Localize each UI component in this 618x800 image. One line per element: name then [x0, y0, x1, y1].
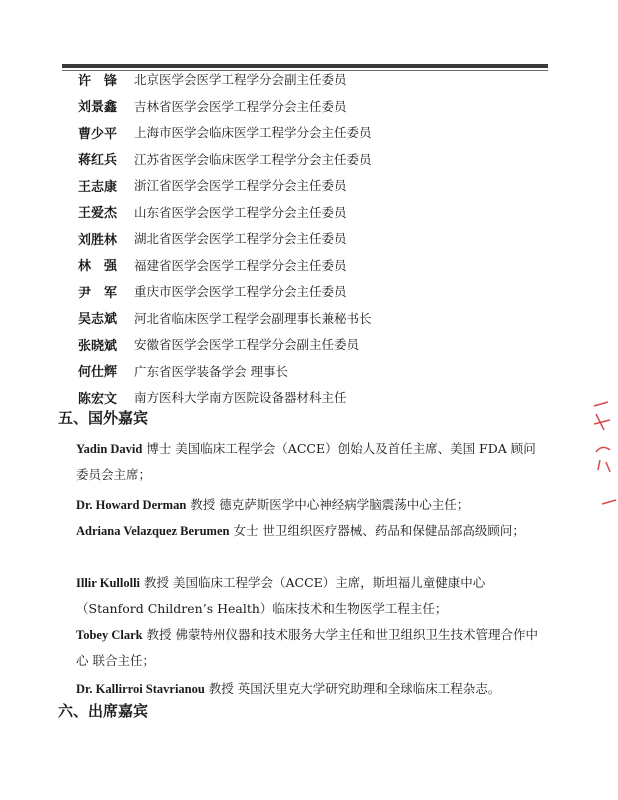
member-title: 浙江省医学会医学工程学分会主任委员	[134, 178, 347, 194]
section-heading-attending-guests: 六、出席嘉宾	[58, 702, 149, 720]
member-name: 何仕辉	[78, 365, 118, 381]
member-title: 南方医科大学南方医院设备器材科主任	[134, 390, 347, 406]
member-name: 林 强	[78, 259, 118, 275]
member-row	[78, 252, 548, 279]
member-list	[78, 66, 548, 411]
guest-description: 教授 美国临床工程学会（ACCE）主席，斯坦福儿童健康中心（Stanford Children’s Health）临床技术和生物医学工程主任；	[76, 575, 486, 616]
guest-name: Dr. Howard Derman	[76, 498, 187, 512]
member-title: 广东省医学装备学会 理事长	[134, 363, 288, 379]
guest-name: Adriana Velazquez Berumen	[76, 524, 230, 538]
member-name: 王爱杰	[78, 206, 118, 222]
member-row	[78, 305, 548, 332]
guest-name: Illir Kullolli	[76, 576, 141, 590]
guest-description: 教授 英国沃里克大学研究助理和全球临床工程杂志。	[204, 681, 501, 696]
member-row	[78, 119, 548, 146]
guest-entry	[76, 622, 546, 674]
member-name: 陈宏文	[78, 391, 118, 407]
guest-entry	[76, 518, 546, 544]
member-title: 北京医学会医学工程学分会副主任委员	[134, 72, 347, 88]
member-title: 福建省医学会医学工程学分会主任委员	[134, 257, 347, 273]
member-title: 吉林省医学会医学工程学分会主任委员	[134, 98, 347, 114]
member-title: 重庆市医学会医学工程学分会主任委员	[134, 284, 347, 300]
member-name: 吴志斌	[78, 312, 118, 328]
guest-description: 教授 佛蒙特州仪器和技术服务大学主任和世卫组织卫生技术管理合作中心 联合主任；	[76, 627, 539, 668]
guest-description: 女士 世卫组织医疗器械、药品和保健品部高级顾问；	[229, 523, 525, 538]
member-name: 王志康	[78, 179, 118, 195]
member-title: 安徽省医学会医学工程学分会副主任委员	[134, 337, 360, 353]
member-row	[78, 278, 548, 305]
member-title: 河北省临床医学工程学会副理事长兼秘书长	[134, 310, 372, 326]
member-title: 江苏省医学会临床医学工程学分会主任委员	[134, 151, 372, 167]
guest-entry	[76, 676, 546, 702]
member-title: 上海市医学会临床医学工程学分会主任委员	[134, 125, 372, 141]
member-name: 许 锋	[78, 73, 118, 89]
guest-description: 教授 德克萨斯医学中心神经病学脑震荡中心主任；	[186, 497, 470, 512]
member-name: 刘景鑫	[78, 100, 118, 116]
member-name: 蒋红兵	[78, 153, 118, 169]
red-stamp-fragment	[590, 400, 618, 520]
guest-entry	[76, 436, 546, 488]
guest-name: Yadin David	[76, 442, 143, 456]
member-row	[78, 172, 548, 199]
member-name: 曹少平	[78, 126, 118, 142]
guest-description: 博士 美国临床工程学会（ACCE）创始人及首任主席、美国 FDA 顾问委员会主席；	[76, 441, 536, 482]
member-name: 张晓斌	[78, 338, 118, 354]
guest-name: Tobey Clark	[76, 628, 143, 642]
member-row	[78, 384, 548, 411]
member-row	[78, 66, 548, 93]
member-title: 山东省医学会医学工程学分会主任委员	[134, 204, 347, 220]
member-title: 湖北省医学会医学工程学分会主任委员	[134, 231, 347, 247]
member-row	[78, 93, 548, 120]
member-row	[78, 358, 548, 385]
member-row	[78, 146, 548, 173]
member-row	[78, 199, 548, 226]
section-heading-foreign-guests: 五、国外嘉宾	[58, 409, 149, 427]
guest-name: Dr. Kallirroi Stavrianou	[76, 682, 205, 696]
member-name: 尹 军	[78, 285, 118, 301]
member-row	[78, 225, 548, 252]
member-row	[78, 331, 548, 358]
guest-entry	[76, 492, 546, 518]
member-name: 刘胜林	[78, 232, 118, 248]
guest-entry	[76, 570, 546, 622]
